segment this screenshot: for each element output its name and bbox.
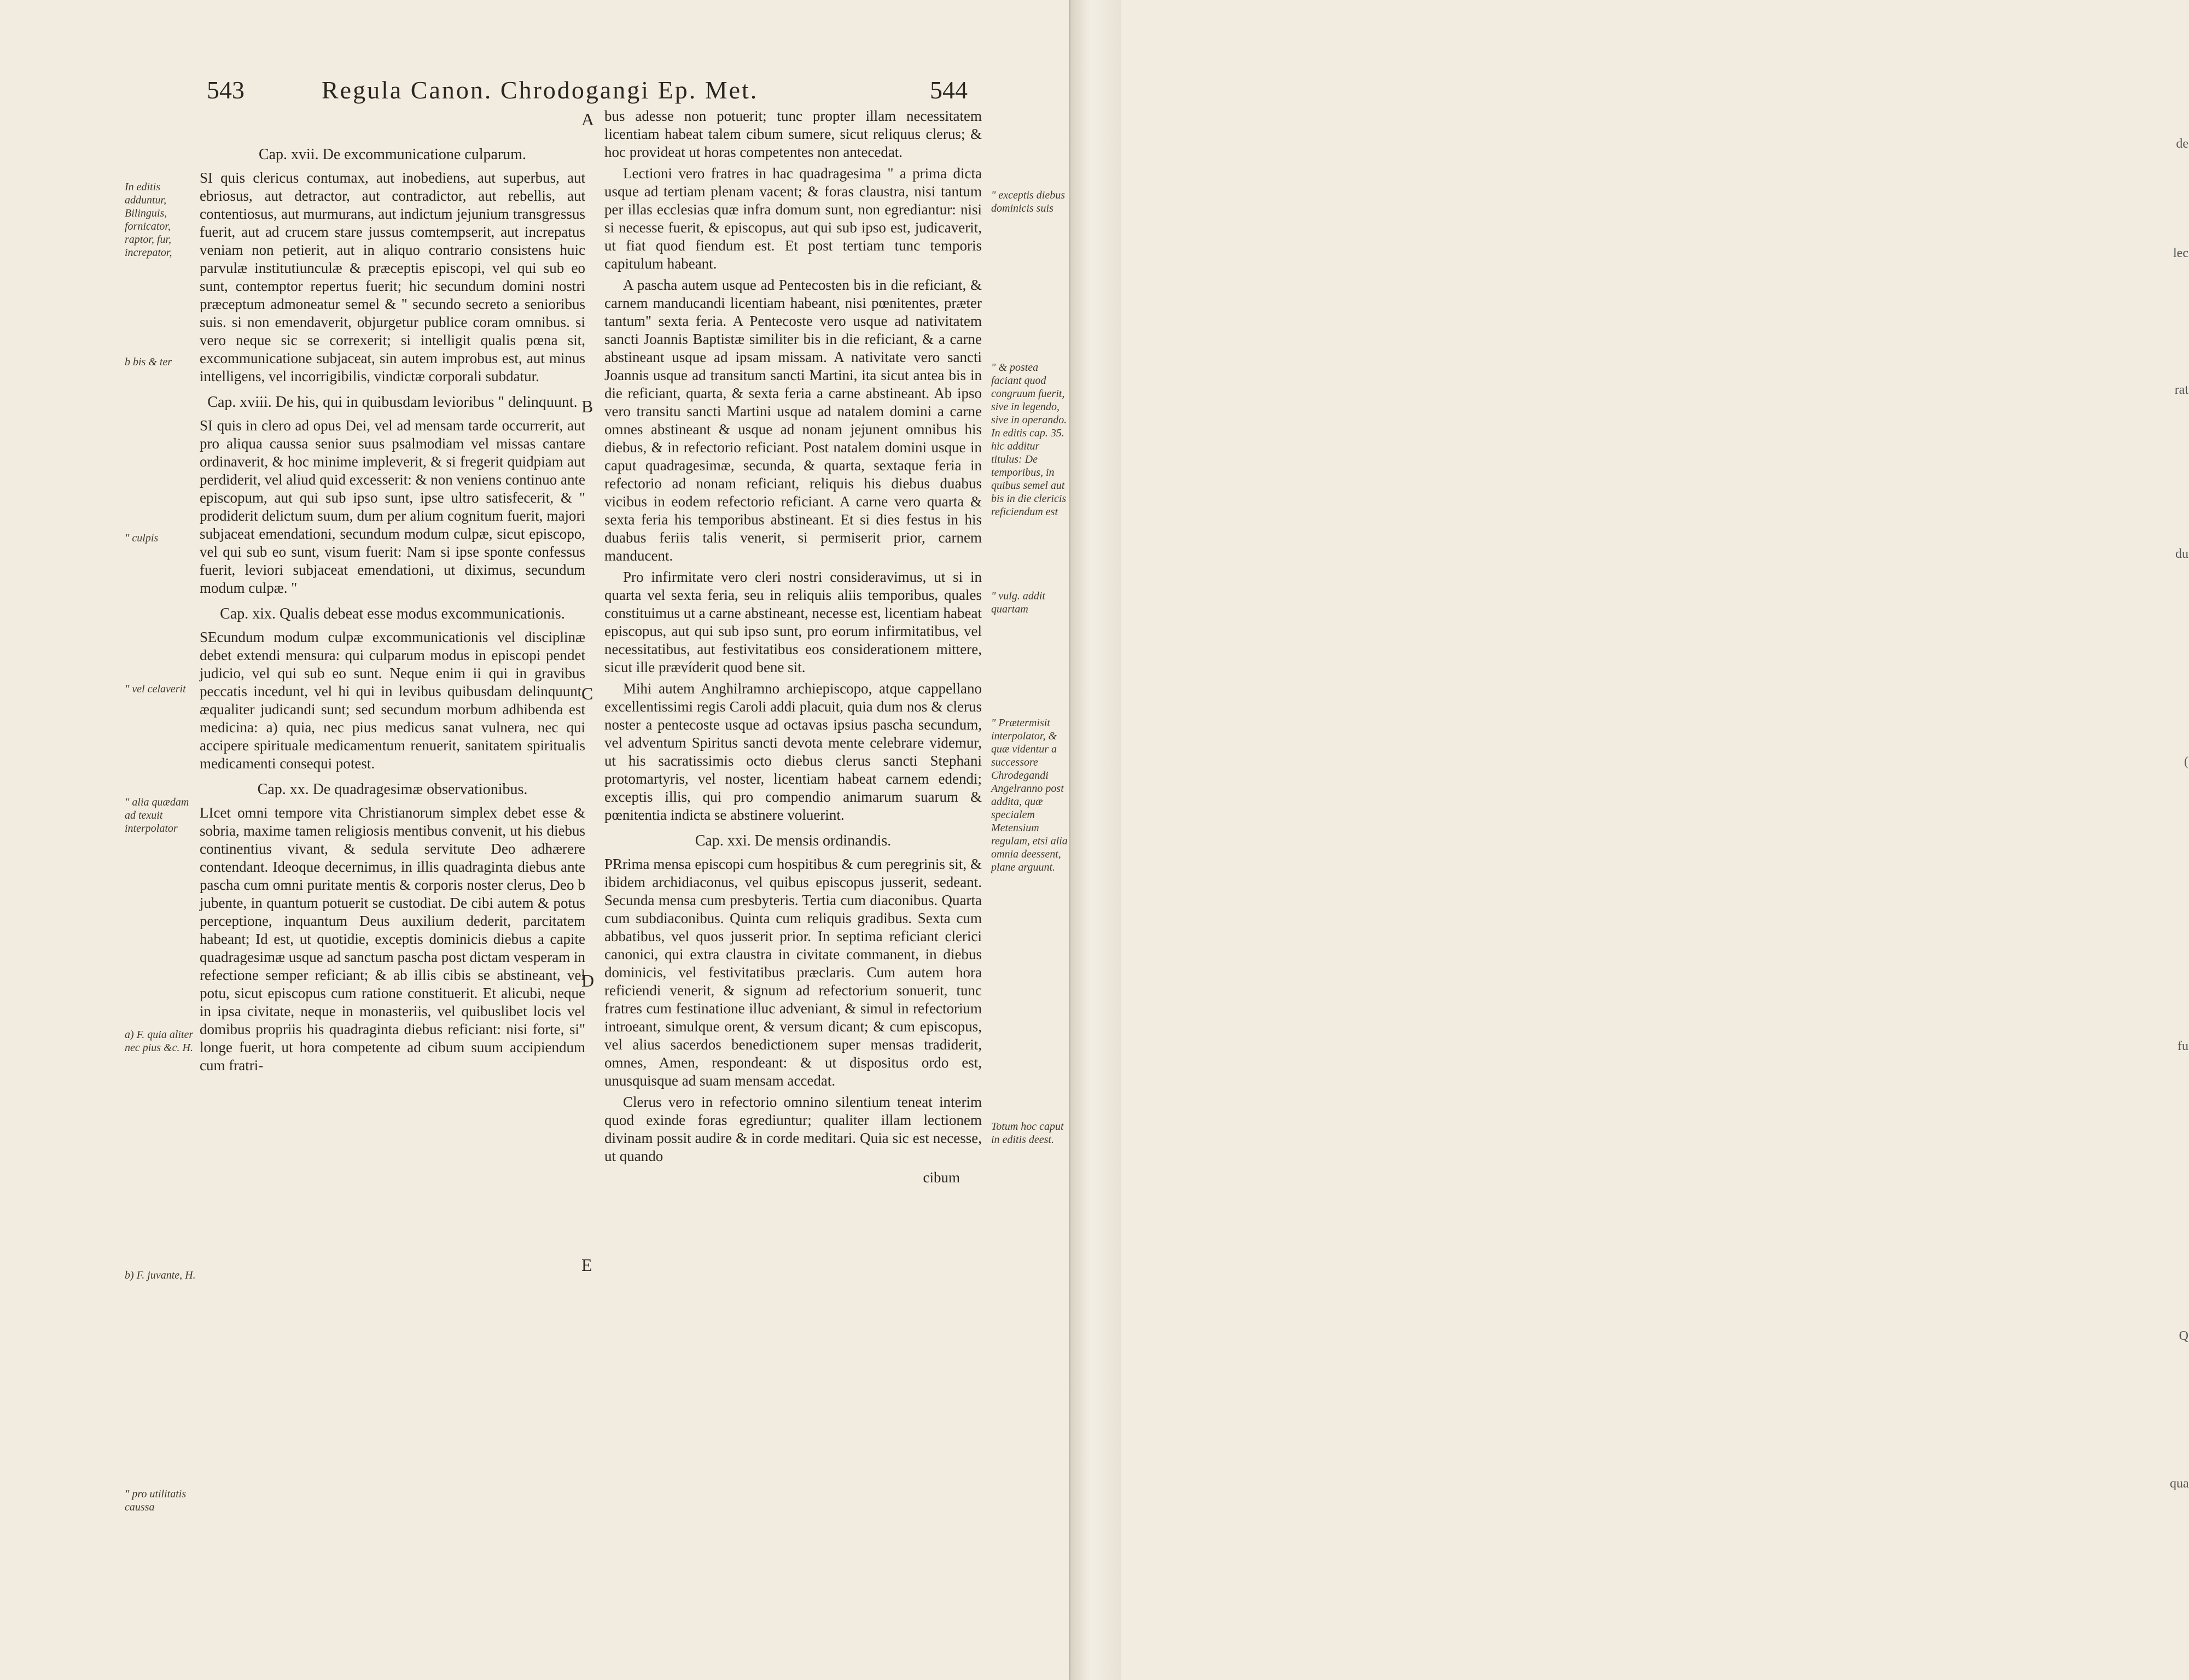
catchword: cibum — [923, 1169, 960, 1186]
adjacent-page-edge — [1069, 0, 2189, 1680]
gutter-fragment: ( — [2184, 755, 2188, 769]
margin-note: " pro utilitatis caussa — [125, 1488, 187, 1513]
left-page-number: 543 — [207, 76, 244, 104]
margin-note: In editis adduntur, Bilinguis, fornicator, raptor, fur, increpator, — [125, 181, 172, 259]
gutter-fragment: lec — [2173, 246, 2188, 260]
chapter-20-continuation-1: bus adesse non potuerit; tunc propter illam necessitatem licentiam habeat talem cibum sumere, sicut reliquus clerus; & hoc provideat ut horas competentes non antecedat. — [604, 108, 982, 160]
running-title: Regula Canon. Chrodogangi Ep. Met. — [322, 76, 759, 104]
chapter-19-title: Cap. xix. Qualis debeat esse modus excommunicationis. — [220, 605, 565, 622]
chapter-20-continuation-3: A pascha autem usque ad Pentecosten bis in die reficiant, & carnem manducandi licentiam habeant, nisi pœnitentes, præter tantum" sexta feria. A Pentecoste vero usque ad nativitatem sancti Joannis Baptistæ similiter bis in die reficiant, & a carne abstineant usque ad ipsam missam. A nativitate vero sancti Joannis usque ad transitum sancti Martini, ita sicut antea bis in die reficiant, quarta, & sexta feria a carne abstineant. Ab ipso vero transitu sancti Martini usque ad natalem domini a carne omnes abstineant & usque ad nonam jejunent omnibus his diebus, & in refectorio reficiant. Post natalem domini usque in caput quadragesimæ, secunda, & quarta, sextaque feria in refectorio ad nonam reficiant, reliquis his diebus duabus vicibus in eodem refectorio reficiant. A carne vero quarta & sexta feria his temporibus abstineant. Et si dies festus in his duabus feriis talis venerit, si permiserit prior, carnem manducent. — [604, 277, 982, 564]
margin-note: " vel celaverit — [125, 683, 186, 695]
chapter-21-title: Cap. xxi. De mensis ordinandis. — [695, 832, 892, 849]
gutter-fragment: du — [2175, 547, 2188, 561]
section-letter-a: A — [581, 109, 595, 129]
gutter-fragment: Q — [2179, 1329, 2188, 1343]
chapter-18-title: Cap. xviii. De his, qui in quibusdam levioribus " delinquunt. — [207, 394, 578, 411]
chapter-21-text-1: PRrima mensa episcopi cum hospitibus & cum peregrinis sit, & ibidem archidiaconus, vel quibus episcopus jusserit, sedeant. Secunda mensa cum presbyteris. Tertia cum diaconibus. Quarta cum subdiaconibus. Quinta cum reliquis gradibus. Sexta cum abbatibus, vel quos jusserit prior. In septima reficiant clerici canonici, qui extra claustra in civitate commanent, in diebus dominicis, vel festivitatibus præclaris. Cum autem hora reficiendi venerit, & signum ad refectorium sonuerit, tunc fratres cum festinatione illuc adveniant, & simul in refectorium introeant, simulque orent, & versum dicant; & cum episcopus, vel alius sacerdos benedictionem super mensas tradiderit, omnes, Amen, respondeant: & ut dispositus ordo est, unusquisque ad suam mensam accedat. — [604, 856, 982, 1089]
margin-note: Totum hoc caput in editis deest. — [991, 1121, 1064, 1146]
chapter-19-text: SEcundum modum culpæ excommunicationis vel disciplinæ debet extendi mensura: qui culparum modus in episcopi pendet judicio, vel qui sub eo sunt. Neque enim ii qui in gravibus peccatis incedunt, vel hi qui in levibus quibusdam delinquunt, æqualiter judicandi sunt; sed secundum morbum adhibenda est medicina: a) quia, nec pius medicus sanat vulnera, nec qui accipere spirituale medicamentum renuerit, sanitatem spiritualis medicamenti consequi potest. — [200, 629, 585, 772]
chapter-20-title: Cap. xx. De quadragesimæ observationibus. — [257, 781, 528, 798]
chapter-21-text-2: Clerus vero in refectorio omnino silentium teneat interim quod exinde foras egrediuntur; qualiter illam lectionem divinam possit audire & in corde meditari. Quia sic est necesse, ut quando — [604, 1094, 982, 1164]
gutter-fragment: rat — [2174, 383, 2188, 397]
chapter-17-title: Cap. xvii. De excommunicatione culparum. — [258, 146, 527, 163]
chapter-20-text: LIcet omni tempore vita Christianorum simplex debet esse & sobria, maxime tamen religiosis mentibus convenit, ut his diebus continentius vivant, & sedula servitute Deo adhærere contendant. Ideoque decernimus, in illis quadraginta diebus ante pascha cum omni puritate mentis & corporis noster clerus, Deo b jubente, in quantum potuerit se custodiat. De cibi autem & potus perceptione, inquantum Deus auxilium dederit, parcitatem habeant; Id est, ut quotidie, exceptis dominicis diebus a capite quadragesimæ usque ad sanctum pascha post dictam vesperam in refectione semper reficiant; & ab illis cibis se abstineant, vel potu, sicut episcopus cum ratione constituerit. Et alicubi, neque in ipsa civitate, neque in monasteriis, vel quibuslibet locis vel domibus propriis his quadraginta diebus reficiant: nisi forte, si" longe fuerit, ut hora competente ad cibum suum accipiendum cum fratri- — [200, 804, 585, 1074]
margin-note: " & postea faciant quod congruum fuerit, sive in legendo, sive in operando. In editis cap. 35. hic additur titulus: De temporibus, in quibus semel aut bis in die clericis reficiendum est — [991, 361, 1067, 518]
chapter-20-continuation-5: Mihi autem Anghilramno archiepiscopo, atque cappellano excellentissimi regis Caroli addi placuit, quia dum nos & clerus noster a pentecoste usque ad octavas ipsius pascha secundum, vel adventum Spiritus sancti devota mente celebrare videmur, ut his sacratissimis octo diebus clerus sancti Stephani protomartyris, vel noster, licentiam habeat carnem edendi; exceptis illis, qui pro compendio animarum suarum & pœnitentia indicta se abstinere voluerint. — [604, 680, 982, 823]
gutter-fragment: fu — [2178, 1039, 2188, 1053]
margin-note: " culpis — [125, 532, 159, 544]
section-letter-d: D — [581, 971, 595, 990]
margin-note: " vulg. addit quartam — [991, 590, 1045, 615]
chapter-20-continuation-4: Pro infirmitate vero cleri nostri consideravimus, ut si in quarta vel sexta feria, seu in reliquis aliis temporibus, quales constituimus ut a carne abstineant, necesse est, licentiam habeat episcopus, aut qui sub ipso sunt, pro eorum infirmitatibus, vel necessitatibus, aut festivitatibus eos considerationem mittere, sicut ille prævíderit quod bene sit. — [604, 569, 982, 675]
chapter-20-continuation-2: Lectioni vero fratres in hac quadragesima " a prima dicta usque ad tertiam plenam vacent; & foras claustra, nisi tantum per illas ecclesias quæ infra domum sunt, non egrediantur: nisi si necesse fuerit, & episcopus, aut qui sub ipso est, judicaverit, ut fiat quod fiendum est. Et post tertiam tunc temporis capitulum habeant. — [604, 165, 982, 272]
margin-note: " alia quædam ad texuit interpolator — [125, 796, 189, 835]
chapter-18-text: SI quis in clero ad opus Dei, vel ad mensam tarde occurrerit, aut pro aliqua caussa senior suus psalmodiam vel missas cantare ordinaverit, & hoc minime impleverit, & si fregerit quidpiam aut perdiderit, vel aliud quid excesserit: & non veniens continuo ante episcopum, aut qui sub ipso sunt, ipse ultro satisfecerit, & " prodiderit delictum suum, dum per alium cognitum fuerit, majori subjaceat emendationi, secundum modum culpæ, sicut episcopo, vel qui sub eo sunt, visum fuerit: Nam si ipse sponte confessus fuerit, leviori subjaceat emendationi, ut diximus, secundum modum culpæ. " — [200, 417, 585, 596]
gutter-fragment: de — [2176, 137, 2188, 151]
margin-note: b) F. juvante, H. — [125, 1269, 196, 1281]
right-column — [604, 107, 982, 1187]
gutter-fragment: qua — [2170, 1477, 2189, 1491]
chapter-17-text: SI quis clericus contumax, aut inobediens, aut superbus, aut ebriosus, aut detractor, aut contradictor, aut rebellis, aut contentiosus, aut murmurans, aut indictum jejunium transgressus fuerit, aut ad crucem stare jussus comtempserit, aut increpatus veniam non petierit, aut in aliquo contrario consistens huic parvulæ institutiunculæ & præceptis episcopi, vel qui sub eo sunt, contemptor repertus fuerit; hic secundum domini nostri præceptum admoneatur semel & " secundo secreto a senioribus suis. si non emendaverit, objurgetur publice coram omnibus. si vero neque sic se correxerit; si intelligit qualis pœna sit, excommunicatione subjaceat, sin autem improbus est, aut minus intelligens, vel incorrigibilis, vindictæ corporali subdatur. — [200, 170, 585, 384]
left-column — [200, 138, 585, 1078]
section-letter-c: C — [581, 684, 593, 703]
margin-note: " exceptis diebus dominicis suis — [991, 189, 1066, 214]
section-letter-e: E — [581, 1255, 592, 1275]
margin-note: b bis & ter — [125, 356, 172, 368]
right-page-number: 544 — [930, 76, 968, 104]
section-letter-b: B — [581, 396, 593, 416]
margin-note: a) F. quia aliter nec pius &c. H. — [125, 1029, 194, 1054]
margin-note: " Prætermisit interpolator, & quæ videntur a successore Chrodegandi Angelranno post addita, quæ specialem Metensium regulam, etsi alia omnia deessent, plane arguunt. — [991, 717, 1068, 873]
